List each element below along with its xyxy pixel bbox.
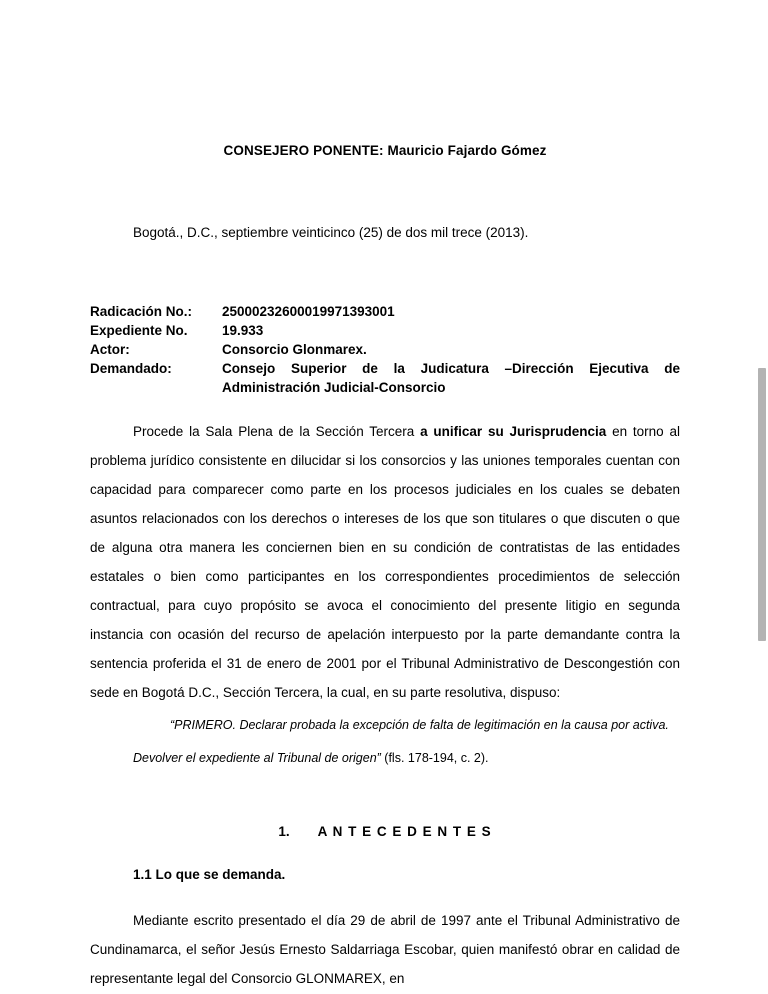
paragraph-bold-text: a unificar su Jurisprudencia	[420, 424, 607, 439]
case-label: Actor:	[90, 342, 130, 357]
quote-line-primero: “PRIMERO. Declarar probada la excepción de falta de legitimación en la causa por activa.	[170, 718, 669, 732]
case-row-expediente	[90, 321, 680, 340]
case-value: Consorcio Glonmarex.	[222, 342, 367, 357]
paragraph-mediante-escrito: Mediante escrito presentado el día 29 de abril de 1997 ante el Tribunal Administrativo de Cundinamarca, el señor Jesús Ernesto Saldarriaga Escobar, quien manifestó obrar en calidad de representante legal del Consorcio GLONMAREX, en	[90, 913, 680, 986]
paragraph-tail-text: en torno al problema jurídico consistente en dilucidar si los consorcios y las uniones temporales cuentan con capacidad para comparecer como parte en los procesos judiciales en los cuales se debaten asuntos relacionados con los derechos o intereses de los que son titulares o que discuten o que de alguna otra manera les conciernen bien en su condición de contratistas de las entidades estatales o bien como participantes en los correspondientes procedimientos de selección contractual, para cuyo propósito se avoca el conocimiento del presente litigio en segunda instancia con ocasión del recurso de apelación interpuesto por la parte demandante contra la sentencia proferida el 31 de enero de 2001 por el Tribunal Administrativo de Descongestión con sede en Bogotá D.C., Sección Tercera, la cual, en su parte resolutiva, dispuso:	[90, 424, 680, 700]
case-value: 19.933	[222, 323, 264, 338]
subsection-heading-lo-que-se-demanda: 1.1 Lo que se demanda.	[133, 867, 286, 882]
quote-citation-text: (fls. 178-194, c. 2).	[380, 751, 489, 765]
section-heading-antecedentes	[90, 824, 680, 839]
case-info-block	[90, 302, 680, 397]
paragraph-unificacion	[90, 417, 680, 707]
case-label: Demandado:	[90, 361, 172, 376]
case-label: Radicación No.:	[90, 304, 193, 319]
section-number: 1.	[278, 824, 290, 839]
case-value: Consejo Superior de la Judicatura –Dirección Ejecutiva de Administración Judicial-Consorcio	[222, 361, 680, 395]
scrollbar-thumb[interactable]	[758, 368, 766, 641]
case-row-actor	[90, 340, 680, 359]
quote-line-devolver	[115, 748, 680, 768]
date-line: Bogotá., D.C., septiembre veinticinco (25) de dos mil trece (2013).	[133, 225, 529, 240]
paragraph-lead-text: Procede la Sala Plena de la Sección Tercera	[133, 424, 421, 439]
case-row-radicacion	[90, 302, 680, 321]
resolution-quote-block	[115, 715, 680, 768]
case-value: 25000232600019971393001	[222, 304, 395, 319]
quote-italic-text: Devolver el expediente al Tribunal de origen”	[133, 751, 381, 765]
document-title: CONSEJERO PONENTE: Mauricio Fajardo Gómez	[223, 143, 547, 158]
case-row-demandado	[90, 359, 680, 397]
section-title: A N T E C E D E N T E S	[317, 824, 492, 839]
case-label: Expediente No.	[90, 323, 188, 338]
